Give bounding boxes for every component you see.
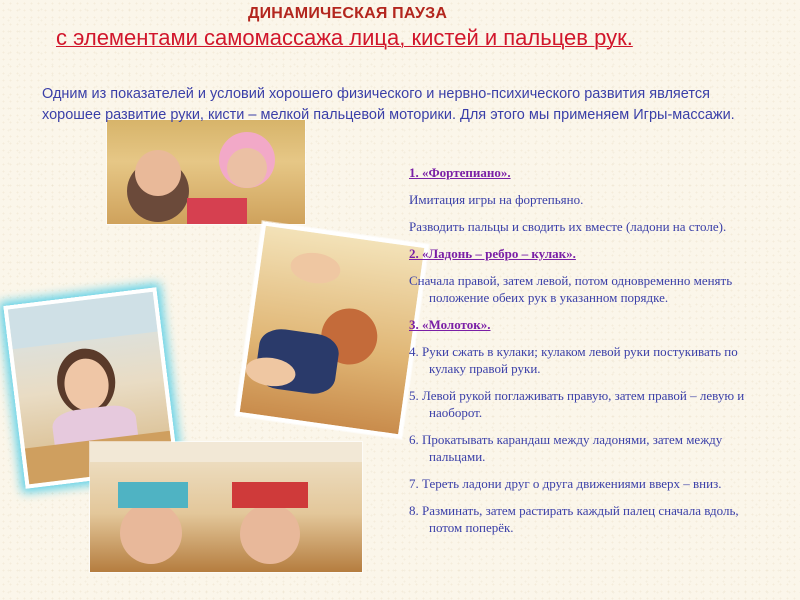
exercise-list xyxy=(409,164,764,546)
exercise-text: Имитация игры на фортепьяно. xyxy=(409,192,584,207)
exercise-text: 7. Тереть ладони друг о друга движениями вверх – вниз. xyxy=(409,476,722,491)
exercise-heading: 1. «Фортепиано». xyxy=(409,165,511,180)
exercise-text: 4. Руки сжать в кулаки; кулаком левой руки постукивать по кулаку правой руки. xyxy=(409,344,738,376)
photo-children-massage-2 xyxy=(235,221,429,438)
page-title: ДИНАМИЧЕСКАЯ ПАУЗА xyxy=(248,5,448,22)
exercise-text: Сначала правой, затем левой, потом одновременно менять положение обеих рук в указанном порядке. xyxy=(409,273,733,305)
photo-children-massage-3 xyxy=(90,442,362,572)
page-subtitle: с элементами самомассажа лица, кистей и пальцев рук. xyxy=(56,25,633,50)
exercise-heading: 2. «Ладонь – ребро – кулак». xyxy=(409,246,576,261)
exercise-text: Разводить пальцы и сводить их вместе (ладони на столе). xyxy=(409,219,727,234)
intro-paragraph: Одним из показателей и условий хорошего физического и нервно-психического развития является хорошее развитие руки, кисти – мелкой пальцевой моторики. Для этого мы применяем Игры-массажи. xyxy=(42,86,735,123)
exercise-text: 8. Разминать, затем растирать каждый палец сначала вдоль, потом поперёк. xyxy=(409,503,739,535)
exercise-text: 5. Левой рукой поглаживать правую, затем правой – левую и наоборот. xyxy=(409,388,745,420)
photo-children-massage-1 xyxy=(107,120,305,224)
exercise-heading: 3. «Молоток». xyxy=(409,317,491,332)
exercise-text: 6. Прокатывать карандаш между ладонями, затем между пальцами. xyxy=(409,432,723,464)
